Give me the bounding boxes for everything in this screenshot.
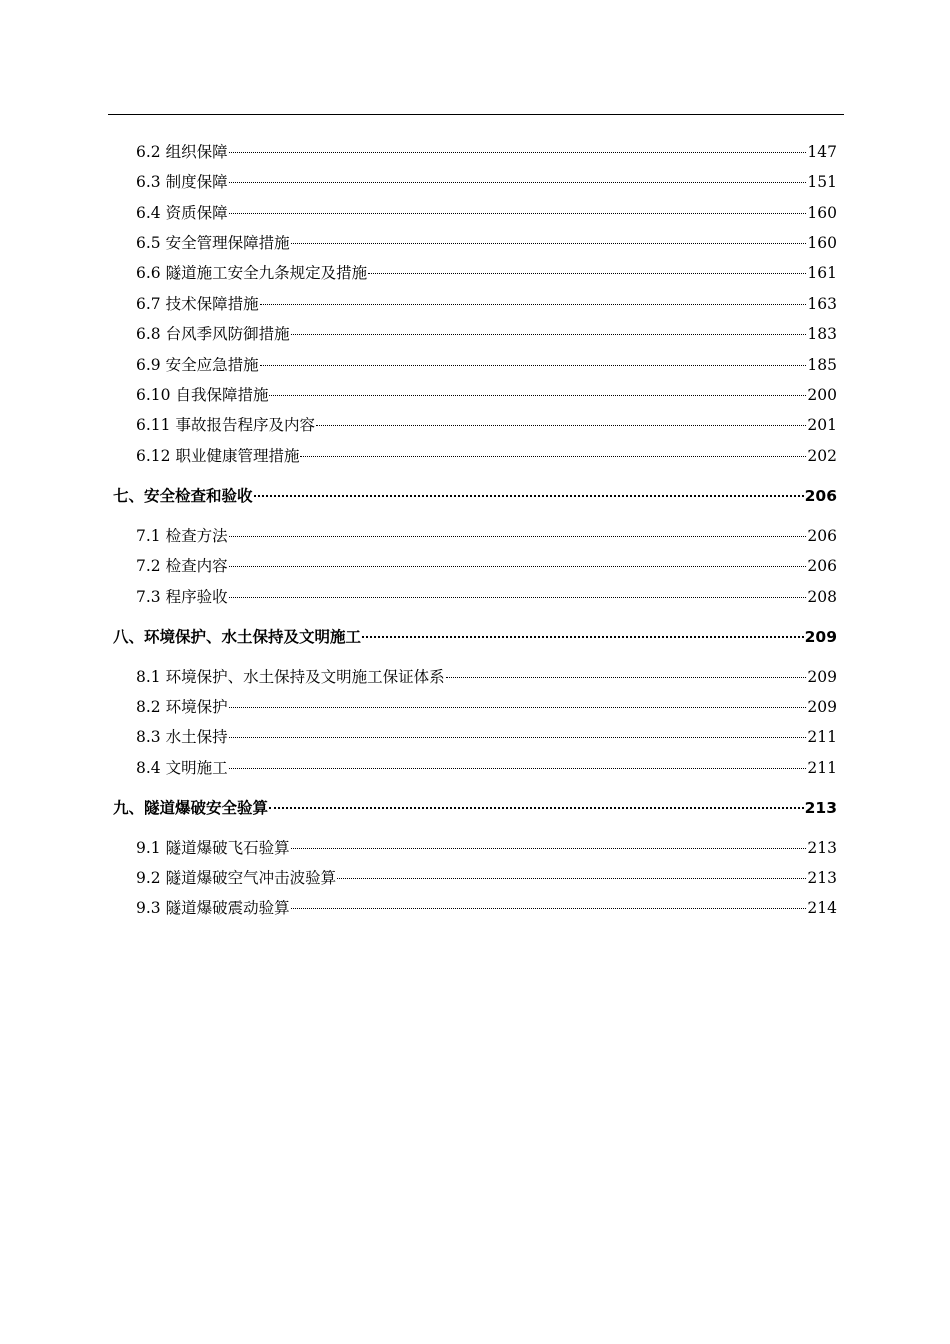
- toc-entry-page: 160: [807, 204, 837, 222]
- toc-entry[interactable]: [136, 446, 837, 466]
- toc-entry-title: 9.1 隧道爆破飞石验算: [136, 839, 290, 857]
- toc-chapter-title: 七、安全检查和验收: [113, 487, 253, 505]
- toc-entry-page: 213: [807, 869, 837, 887]
- toc-entry[interactable]: [136, 727, 837, 747]
- toc-leader-dots: [300, 456, 806, 457]
- toc-leader-dots: [291, 243, 807, 244]
- toc-leader-dots: [269, 395, 806, 396]
- toc-entry-title: 6.12 职业健康管理措施: [136, 447, 300, 465]
- toc-entry[interactable]: [136, 355, 837, 375]
- toc-entry-title: 6.6 隧道施工安全九条规定及措施: [136, 264, 368, 282]
- toc-entry-page: 201: [807, 416, 837, 434]
- toc-chapter-page: 209: [804, 628, 837, 646]
- toc-entry-page: 163: [807, 295, 837, 313]
- toc-leader-dots: [260, 365, 807, 366]
- toc-entry-page: 147: [807, 143, 837, 161]
- toc-entry-title: 9.2 隧道爆破空气冲击波验算: [136, 869, 337, 887]
- toc-entry[interactable]: [136, 233, 837, 253]
- toc-entry-page: 213: [807, 839, 837, 857]
- toc-leader-dots: [260, 304, 807, 305]
- toc-entry-title: 6.8 台风季风防御措施: [136, 325, 290, 343]
- toc-entry-page: 214: [807, 899, 837, 917]
- toc-entry-page: 209: [807, 698, 837, 716]
- toc-chapter-page: 213: [804, 799, 837, 817]
- toc-entry-title: 6.5 安全管理保障措施: [136, 234, 290, 252]
- toc-entry[interactable]: [136, 294, 837, 314]
- toc-leader-dots: [337, 878, 806, 879]
- toc-leader-dots: [316, 425, 806, 426]
- toc-entry[interactable]: [136, 838, 837, 858]
- toc-chapter-page: 206: [804, 487, 837, 505]
- toc-chapter[interactable]: [113, 798, 837, 818]
- toc-entry-title: 6.4 资质保障: [136, 204, 228, 222]
- toc-entry-page: 211: [807, 759, 837, 777]
- toc-entry-title: 8.4 文明施工: [136, 759, 228, 777]
- toc-entry-title: 7.2 检查内容: [136, 557, 228, 575]
- toc-leader-dots: [229, 707, 807, 708]
- toc-entry[interactable]: [136, 667, 837, 687]
- toc-entry-page: 208: [807, 588, 837, 606]
- toc-leader-dots: [229, 566, 807, 567]
- toc-entry[interactable]: [136, 263, 837, 283]
- toc-leader-dots: [291, 334, 807, 335]
- toc-entry-page: 161: [807, 264, 837, 282]
- toc-entry-title: 9.3 隧道爆破震动验算: [136, 899, 290, 917]
- toc-leader-dots: [229, 152, 807, 153]
- toc-entry[interactable]: [136, 587, 837, 607]
- toc-entry-title: 7.1 检查方法: [136, 527, 228, 545]
- toc-entry-title: 8.3 水土保持: [136, 728, 228, 746]
- toc-leader-dots: [254, 495, 804, 497]
- toc-chapter-title: 八、环境保护、水土保持及文明施工: [113, 628, 362, 646]
- toc-entry-title: 7.3 程序验收: [136, 588, 228, 606]
- toc-entry-page: 202: [807, 447, 837, 465]
- toc-entry[interactable]: [136, 203, 837, 223]
- toc-leader-dots: [269, 807, 804, 809]
- toc-entry[interactable]: [136, 898, 837, 918]
- toc-entry[interactable]: [136, 385, 837, 405]
- toc-entry-page: 200: [807, 386, 837, 404]
- toc-leader-dots: [229, 737, 807, 738]
- toc-entry-title: 6.3 制度保障: [136, 173, 228, 191]
- toc-entry-title: 6.10 自我保障措施: [136, 386, 269, 404]
- toc-entry-page: 183: [807, 325, 837, 343]
- toc-leader-dots: [229, 213, 807, 214]
- toc-entry[interactable]: [136, 758, 837, 778]
- toc-leader-dots: [229, 597, 807, 598]
- toc-leader-dots: [291, 848, 807, 849]
- toc-entry-page: 209: [807, 668, 837, 686]
- toc-chapter-title: 九、隧道爆破安全验算: [113, 799, 269, 817]
- toc-leader-dots: [229, 536, 807, 537]
- toc-entry[interactable]: [136, 324, 837, 344]
- toc-entry-title: 6.2 组织保障: [136, 143, 228, 161]
- toc-chapter[interactable]: [113, 486, 837, 506]
- toc-leader-dots: [446, 677, 807, 678]
- header-rule: [108, 114, 844, 115]
- toc-leader-dots: [229, 768, 807, 769]
- toc-entry[interactable]: [136, 526, 837, 546]
- toc-leader-dots: [291, 908, 807, 909]
- toc-entry-title: 6.7 技术保障措施: [136, 295, 259, 313]
- toc-leader-dots: [362, 636, 804, 638]
- toc-entry-page: 160: [807, 234, 837, 252]
- toc-chapter[interactable]: [113, 627, 837, 647]
- toc-entry[interactable]: [136, 172, 837, 192]
- toc-entry-page: 206: [807, 557, 837, 575]
- toc-entry-title: 6.9 安全应急措施: [136, 356, 259, 374]
- toc-leader-dots: [229, 182, 807, 183]
- toc-leader-dots: [368, 273, 806, 274]
- toc-entry[interactable]: [136, 556, 837, 576]
- toc-entry[interactable]: [136, 868, 837, 888]
- toc-entry[interactable]: [136, 415, 837, 435]
- toc-entry[interactable]: [136, 142, 837, 162]
- toc-entry-page: 206: [807, 527, 837, 545]
- toc-entry-page: 185: [807, 356, 837, 374]
- toc-entry-title: 8.2 环境保护: [136, 698, 228, 716]
- toc-entry-title: 8.1 环境保护、水土保持及文明施工保证体系: [136, 668, 445, 686]
- toc-entry-page: 211: [807, 728, 837, 746]
- toc-entry-title: 6.11 事故报告程序及内容: [136, 416, 315, 434]
- toc-entry-page: 151: [807, 173, 837, 191]
- toc-entry[interactable]: [136, 697, 837, 717]
